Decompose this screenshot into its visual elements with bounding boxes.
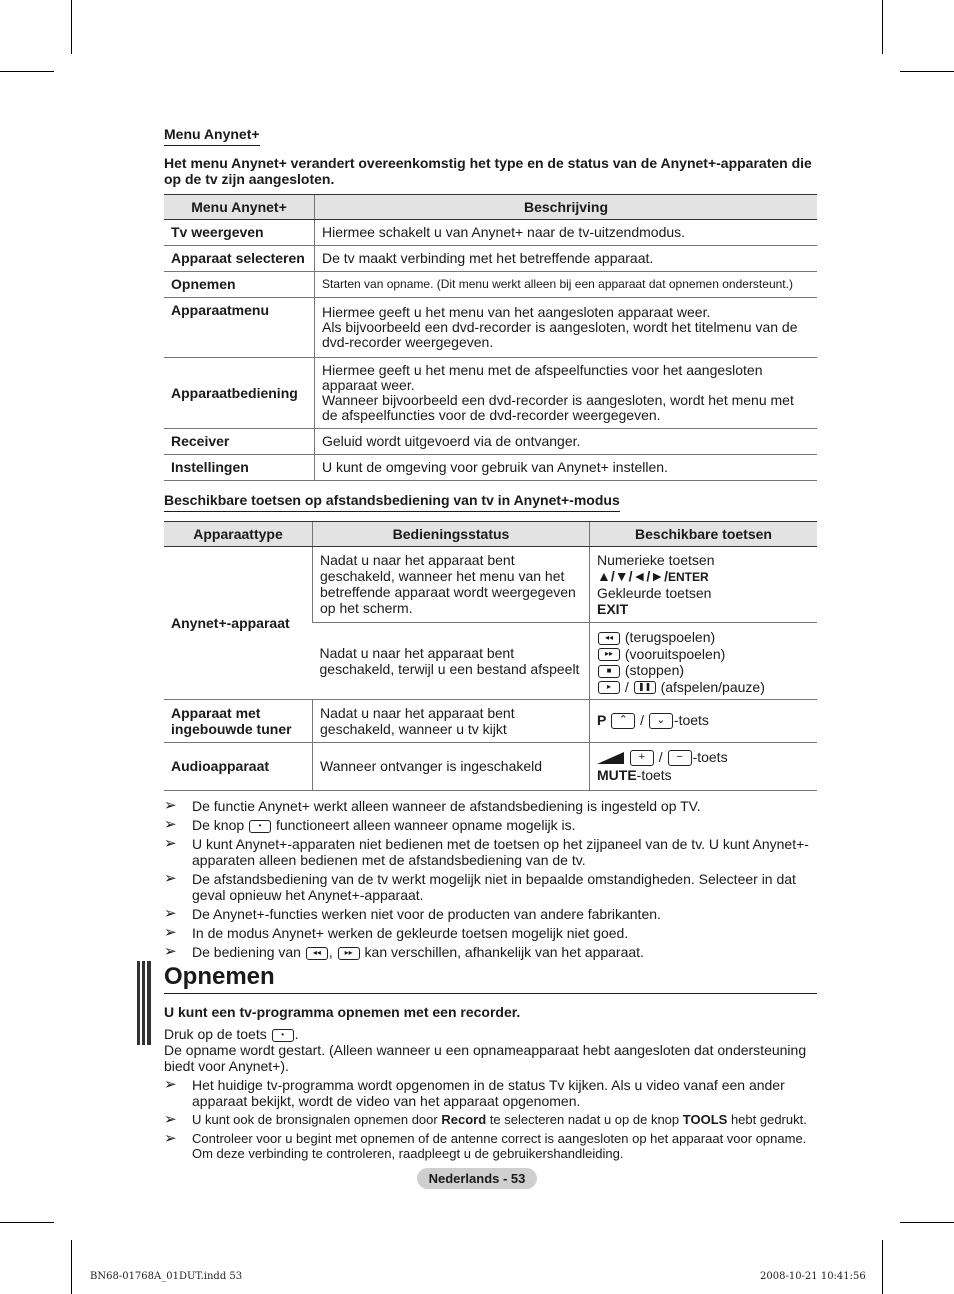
record-started: De opname wordt gestart. (Alleen wanneer u een opnameapparaat hebt aangesloten dat ondersteuning biedt voor Anynet+). xyxy=(164,1042,807,1075)
rewind-icon: ◂◂ xyxy=(598,632,620,645)
note-item: ➢ De bediening van ◂◂ , ▸▸ kan verschillen, afhankelijk van het apparaat. xyxy=(164,943,644,961)
volume-icon xyxy=(597,751,625,765)
file-imprint: BN68-01768A_01DUT.indd 53 xyxy=(90,1271,243,1282)
control-status: Nadat u naar het apparaat bent geschakeld, wanneer het menu van het betreffende apparaat wordt weergegeven op het scherm. xyxy=(313,547,590,623)
note-text: U kunt Anynet+-apparaten niet bedienen met de toetsen op het zijpaneel van de tv. U kunt Anynet+-apparaten alleen bedienen met de afstandsbediening van de tv. xyxy=(192,836,809,869)
device-type: Apparaat met ingebouwde tuner xyxy=(164,700,313,743)
crop-mark xyxy=(0,1222,54,1223)
row-label: Instellingen xyxy=(164,455,315,481)
record-section xyxy=(164,963,817,1161)
tools-label: TOOLS xyxy=(682,1112,728,1128)
record-icon: • xyxy=(249,820,271,833)
page-number-badge: Nederlands - 53 xyxy=(417,1168,537,1189)
row-description xyxy=(315,298,818,358)
record-menu-label: Record xyxy=(441,1112,487,1128)
table-row xyxy=(164,358,817,429)
menu-anynet-table xyxy=(164,194,817,481)
p-label: P xyxy=(597,711,607,728)
table-row xyxy=(164,429,817,455)
notes-list xyxy=(164,798,817,960)
note-item xyxy=(164,1131,817,1161)
control-status: Nadat u naar het apparaat bent geschakeld, terwijl u een bestand afspeelt xyxy=(313,623,590,700)
pause-icon: ❚❚ xyxy=(634,681,656,694)
table-row xyxy=(164,246,817,272)
note-text: De Anynet+-functies werken niet voor de producten van andere fabrikanten. xyxy=(192,906,661,923)
note-text: De bediening van xyxy=(192,944,301,961)
channel-down-icon: ⌄ xyxy=(649,713,673,729)
table-row xyxy=(164,455,817,481)
keys-table xyxy=(164,521,817,791)
menu-intro: Het menu Anynet+ verandert overeenkomstig het type en de status van de Anynet+-apparaten die op de tv zijn aangesloten. xyxy=(164,155,812,187)
table-row xyxy=(164,272,817,298)
instruction-text: Druk op de toets xyxy=(164,1026,267,1043)
note-text: De knop xyxy=(192,817,245,834)
record-heading: U kunt een tv-programma opnemen met een recorder. xyxy=(164,1004,521,1021)
timestamp-imprint: 2008-10-21 10:41:56 xyxy=(760,1271,866,1282)
mute-label: MUTE xyxy=(597,767,637,784)
note-item xyxy=(164,836,817,868)
record-icon: • xyxy=(272,1029,294,1042)
key-suffix: -toets xyxy=(636,767,672,784)
arrow-keys: ▲/▼/◄/►/ xyxy=(597,568,668,584)
arrow-icon: ➢ xyxy=(164,905,177,923)
note-text: te selecteren nadat u op de knop xyxy=(489,1112,680,1128)
stop-icon: ■ xyxy=(598,665,620,678)
row-description: U kunt de omgeving voor gebruik van Anynet+ instellen. xyxy=(315,455,818,481)
crop-mark xyxy=(0,71,54,72)
keys-heading: Beschikbare toetsen op afstandsbediening van tv in Anynet+-modus xyxy=(164,491,620,512)
menu-anynet-heading: Menu Anynet+ xyxy=(164,125,260,146)
row-label: Apparaat selecteren xyxy=(164,246,315,272)
note-text: hebt gedrukt. xyxy=(730,1112,807,1128)
key-desc: (vooruitspoelen) xyxy=(624,645,726,662)
crop-mark xyxy=(900,71,954,72)
column-header: Apparaattype xyxy=(164,522,313,547)
note-item xyxy=(164,817,817,833)
key-line: Numerieke toetsen xyxy=(597,552,715,568)
note-text: De functie Anynet+ werkt alleen wanneer de afstandsbediening is ingesteld op TV. xyxy=(192,798,701,815)
key-line xyxy=(597,568,810,585)
fast-forward-icon: ▸▸ xyxy=(598,648,620,661)
crop-mark xyxy=(71,0,72,54)
arrow-icon: ➢ xyxy=(164,797,177,815)
arrow-icon: ➢ xyxy=(164,835,177,853)
row-label: Opnemen xyxy=(164,272,315,298)
table-row xyxy=(164,547,817,623)
column-header: Beschrijving xyxy=(315,195,818,220)
row-description: De tv maakt verbinding met het betreffende apparaat. xyxy=(315,246,818,272)
enter-key-label: ENTER xyxy=(667,570,709,584)
volume-down-icon: − xyxy=(668,750,692,766)
note-item xyxy=(164,798,817,814)
volume-up-icon: + xyxy=(630,750,654,766)
note-item xyxy=(164,925,817,941)
row-description xyxy=(315,358,818,429)
crop-mark xyxy=(71,1240,72,1294)
device-type: Audioapparaat xyxy=(164,743,313,791)
device-type: Anynet+-apparaat xyxy=(164,547,313,700)
key-suffix: -toets xyxy=(692,749,728,765)
crop-mark xyxy=(882,0,883,54)
control-status: Wanneer ontvanger is ingeschakeld xyxy=(313,743,590,791)
column-header: Bedieningsstatus xyxy=(313,522,590,547)
row-label: Receiver xyxy=(164,429,315,455)
note-text: U kunt ook de bronsignalen opnemen door xyxy=(192,1112,438,1128)
table-row xyxy=(164,700,817,743)
arrow-icon: ➢ xyxy=(164,943,177,961)
row-description: Geluid wordt uitgevoerd via de ontvanger. xyxy=(315,429,818,455)
arrow-icon: ➢ xyxy=(164,816,177,834)
note-item xyxy=(164,906,817,922)
control-status: Nadat u naar het apparaat bent geschakeld, wanneer u tv kijkt xyxy=(313,700,590,743)
arrow-icon: ➢ xyxy=(164,924,177,942)
desc-line: Als bijvoorbeeld een dvd-recorder is aangesloten, wordt het titelmenu van de dvd-recorder weergegeven. xyxy=(322,319,798,350)
arrow-icon: ➢ xyxy=(164,1111,177,1129)
key-desc: (terugspoelen) xyxy=(624,629,716,645)
available-keys: + / − -toets MUTE-toets xyxy=(590,743,818,791)
table-row xyxy=(164,298,817,358)
arrow-icon: ➢ xyxy=(164,870,177,888)
column-header: Menu Anynet+ xyxy=(164,195,315,220)
key-desc: (afspelen/pauze) xyxy=(660,678,765,695)
note-text: In de modus Anynet+ werken de gekleurde toetsen mogelijk niet goed. xyxy=(192,925,629,942)
crop-mark xyxy=(882,1240,883,1294)
desc-line: Hiermee geeft u het menu van het aangesloten apparaat weer. xyxy=(322,304,711,320)
row-label: Apparaatbediening xyxy=(164,358,315,429)
table-row xyxy=(164,743,817,791)
desc-line: Hiermee geeft u het menu met de afspeelfuncties voor het aangesloten apparaat weer. xyxy=(322,362,763,393)
column-header: Beschikbare toetsen xyxy=(590,522,818,547)
row-description: Hiermee schakelt u van Anynet+ naar de tv-uitzendmodus. xyxy=(315,220,818,246)
available-keys: P ⌃ / ⌄ -toets xyxy=(590,700,818,743)
record-notes xyxy=(164,1077,817,1161)
note-text: functioneert alleen wanneer opname mogelijk is. xyxy=(275,817,576,834)
note-text: Het huidige tv-programma wordt opgenomen in de status Tv kijken. Als u video vanaf een ander apparaat bekijkt, wordt de video van het apparaat opgenomen. xyxy=(192,1077,785,1110)
record-instruction: Druk op de toets • . xyxy=(164,1026,299,1043)
crop-mark xyxy=(900,1222,954,1223)
key-desc: (stoppen) xyxy=(624,662,685,678)
key-line: Gekleurde toetsen xyxy=(597,585,712,601)
note-text: De afstandsbediening van de tv werkt mogelijk niet in bepaalde omstandigheden. Selecteer in dat geval opnieuw het Anynet+-apparaat. xyxy=(192,871,796,904)
available-keys xyxy=(590,547,818,623)
page-title: Opnemen xyxy=(164,963,817,994)
channel-up-icon: ⌃ xyxy=(611,713,635,729)
fast-forward-icon: ▸▸ xyxy=(338,947,360,960)
page-content xyxy=(164,125,817,1164)
note-text: kan verschillen, afhankelijk van het apparaat. xyxy=(364,944,644,961)
key-suffix: -toets xyxy=(673,711,709,728)
row-label: Apparaatmenu xyxy=(164,298,315,358)
note-item xyxy=(164,1077,817,1109)
note-item xyxy=(164,1112,817,1128)
section-bars-decoration xyxy=(137,961,151,1045)
play-icon: ▸ xyxy=(598,681,620,694)
desc-line: Wanneer bijvoorbeeld een dvd-recorder is aangesloten, wordt het menu met de afspeelfuncties voor de dvd-recorder weergegeven. xyxy=(322,392,794,423)
rewind-icon: ◂◂ xyxy=(306,947,328,960)
row-label: Tv weergeven xyxy=(164,220,315,246)
arrow-icon: ➢ xyxy=(164,1076,177,1094)
note-item xyxy=(164,871,817,903)
row-description: Starten van opname. (Dit menu werkt alleen bij een apparaat dat opnemen ondersteunt.) xyxy=(315,272,818,298)
note-text: Controleer voor u begint met opnemen of de antenne correct is aangesloten op het apparaat voor opname. Om deze verbinding te controleren, raadpleegt u de gebruikershandleiding. xyxy=(192,1131,807,1162)
available-keys: ◂◂ (terugspoelen) ▸▸ (vooruitspoelen) ■ (stoppen) ▸ / ❚❚ (afspelen/pauze) xyxy=(590,623,818,700)
arrow-icon: ➢ xyxy=(164,1130,177,1148)
key-line: EXIT xyxy=(597,601,629,617)
table-row xyxy=(164,220,817,246)
